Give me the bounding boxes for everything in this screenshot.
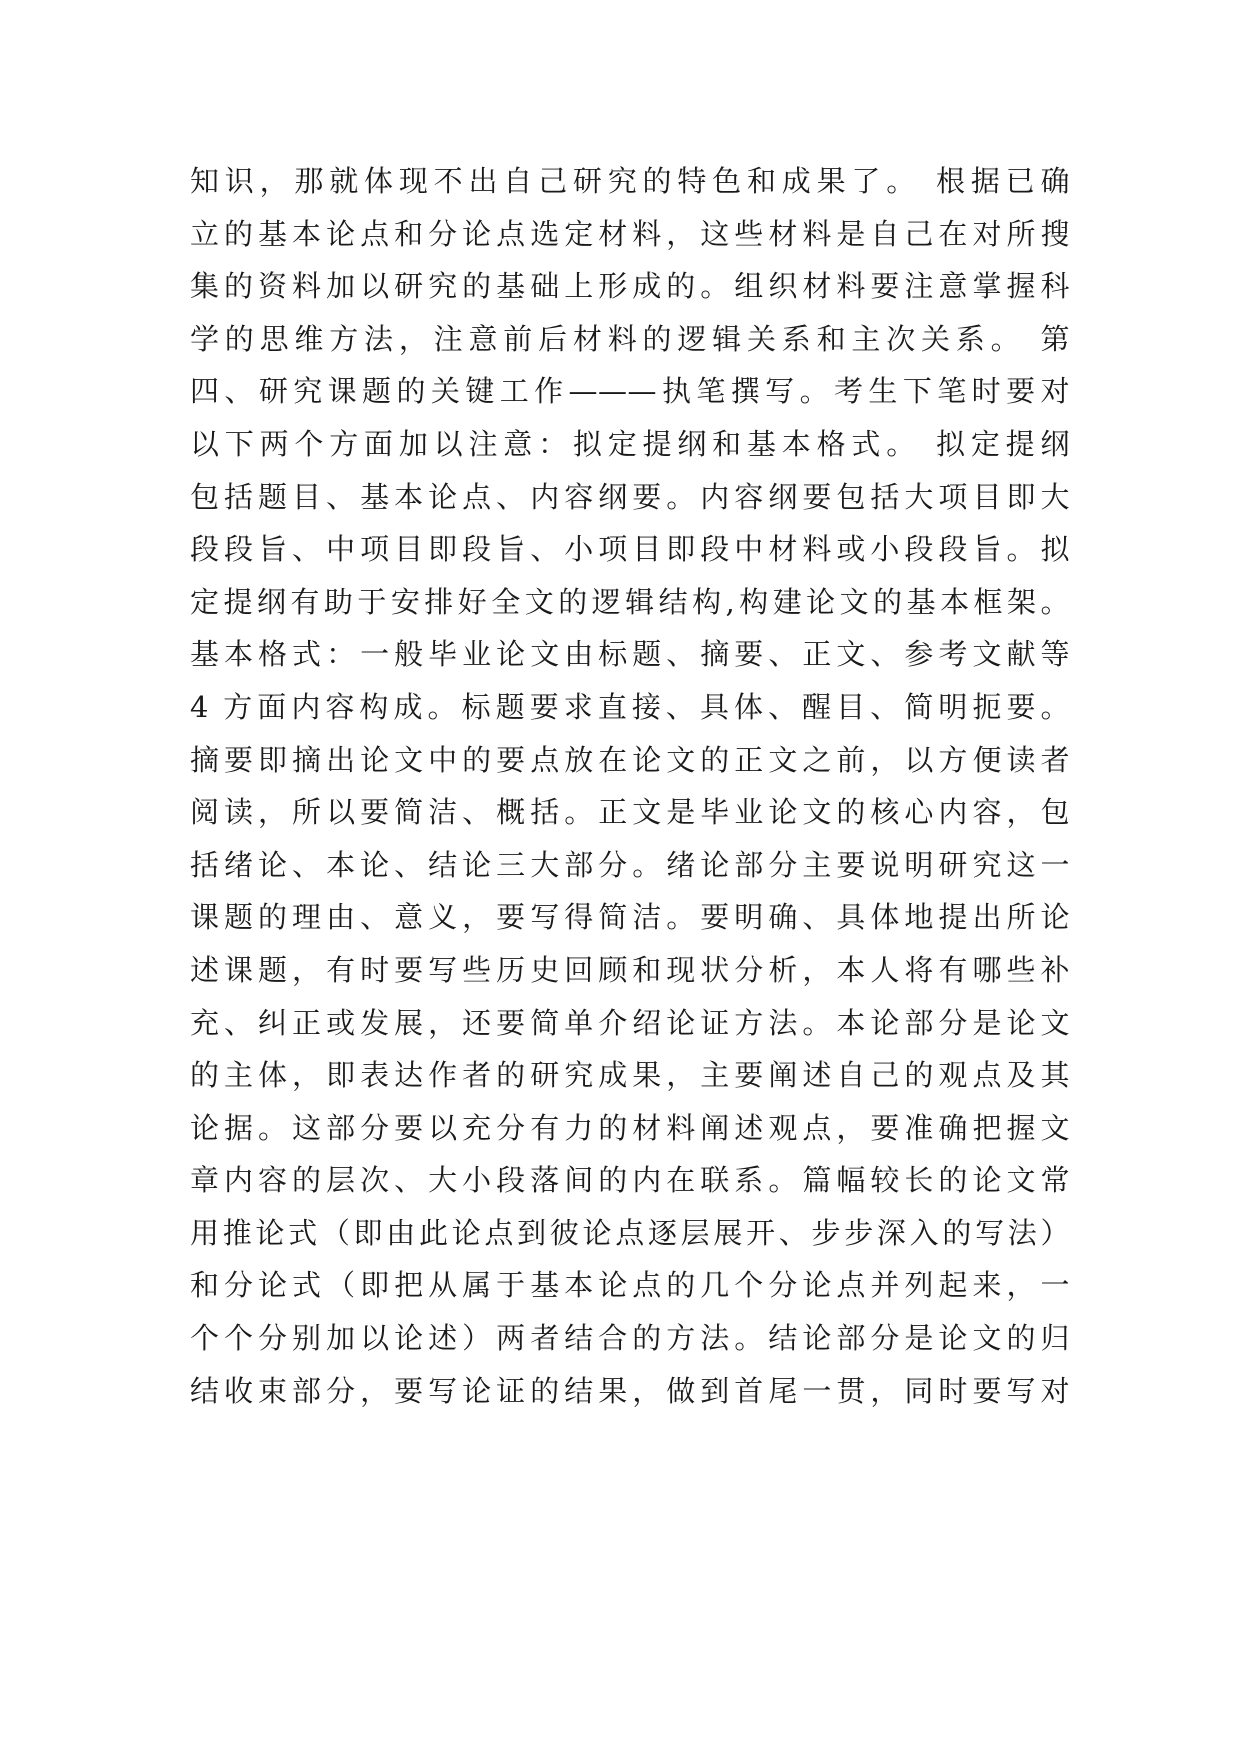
text-line: 充、纠正或发展，还要简单介绍论证方法。本论部分是论文 (190, 1005, 1070, 1040)
text-line: 课题的理由、意义，要写得简洁。要明确、具体地提出所论 (190, 900, 1070, 935)
text-line: 结收束部分，要写论证的结果，做到首尾一贯，同时要写对 (190, 1373, 1070, 1408)
text-line: 学的思维方法，注意前后材料的逻辑关系和主次关系。 第 (190, 321, 1070, 356)
text-line: 阅读，所以要简洁、概括。正文是毕业论文的核心内容，包 (190, 795, 1070, 830)
text-line: 定提纲有助于安排好全文的逻辑结构,构建论文的基本框架。 (190, 584, 1070, 619)
text-line: 立的基本论点和分论点选定材料，这些材料是自己在对所搜 (190, 216, 1070, 251)
text-line: 包括题目、基本论点、内容纲要。内容纲要包括大项目即大 (190, 479, 1070, 514)
text-line: 摘要即摘出论文中的要点放在论文的正文之前，以方便读者 (190, 742, 1070, 777)
text-line: 知识，那就体现不出自己研究的特色和成果了。 根据已确 (190, 164, 1070, 198)
text-line: 集的资料加以研究的基础上形成的。组织材料要注意掌握科 (190, 269, 1070, 304)
text-line: 章内容的层次、大小段落间的内在联系。篇幅较长的论文常 (190, 1163, 1070, 1198)
text-line: 以下两个方面加以注意：拟定提纲和基本格式。 拟定提纲 (190, 426, 1070, 461)
text-line: 述课题，有时要写些历史回顾和现状分析，本人将有哪些补 (190, 952, 1070, 987)
text-line: 基本格式：一般毕业论文由标题、摘要、正文、参考文献等 (190, 637, 1070, 672)
text-line: 和分论式（即把从属于基本论点的几个分论点并列起来，一 (190, 1268, 1070, 1303)
text-line: 的主体，即表达作者的研究成果，主要阐述自己的观点及其 (190, 1058, 1070, 1093)
text-line: 论据。这部分要以充分有力的材料阐述观点，要准确把握文 (190, 1110, 1070, 1145)
text-line: 段段旨、中项目即段旨、小项目即段中材料或小段段旨。拟 (190, 532, 1070, 567)
body-text (190, 155, 1070, 1417)
text-line: 用推论式（即由此论点到彼论点逐层展开、步步深入的写法） (190, 1215, 1070, 1250)
text-line: 4 方面内容构成。标题要求直接、具体、醒目、简明扼要。 (190, 689, 1070, 724)
text-line: 个个分别加以论述）两者结合的方法。结论部分是论文的归 (190, 1321, 1070, 1356)
text-line: 括绪论、本论、结论三大部分。绪论部分主要说明研究这一 (190, 847, 1070, 882)
text-line: 四、研究课题的关键工作———执笔撰写。考生下笔时要对 (190, 374, 1070, 409)
